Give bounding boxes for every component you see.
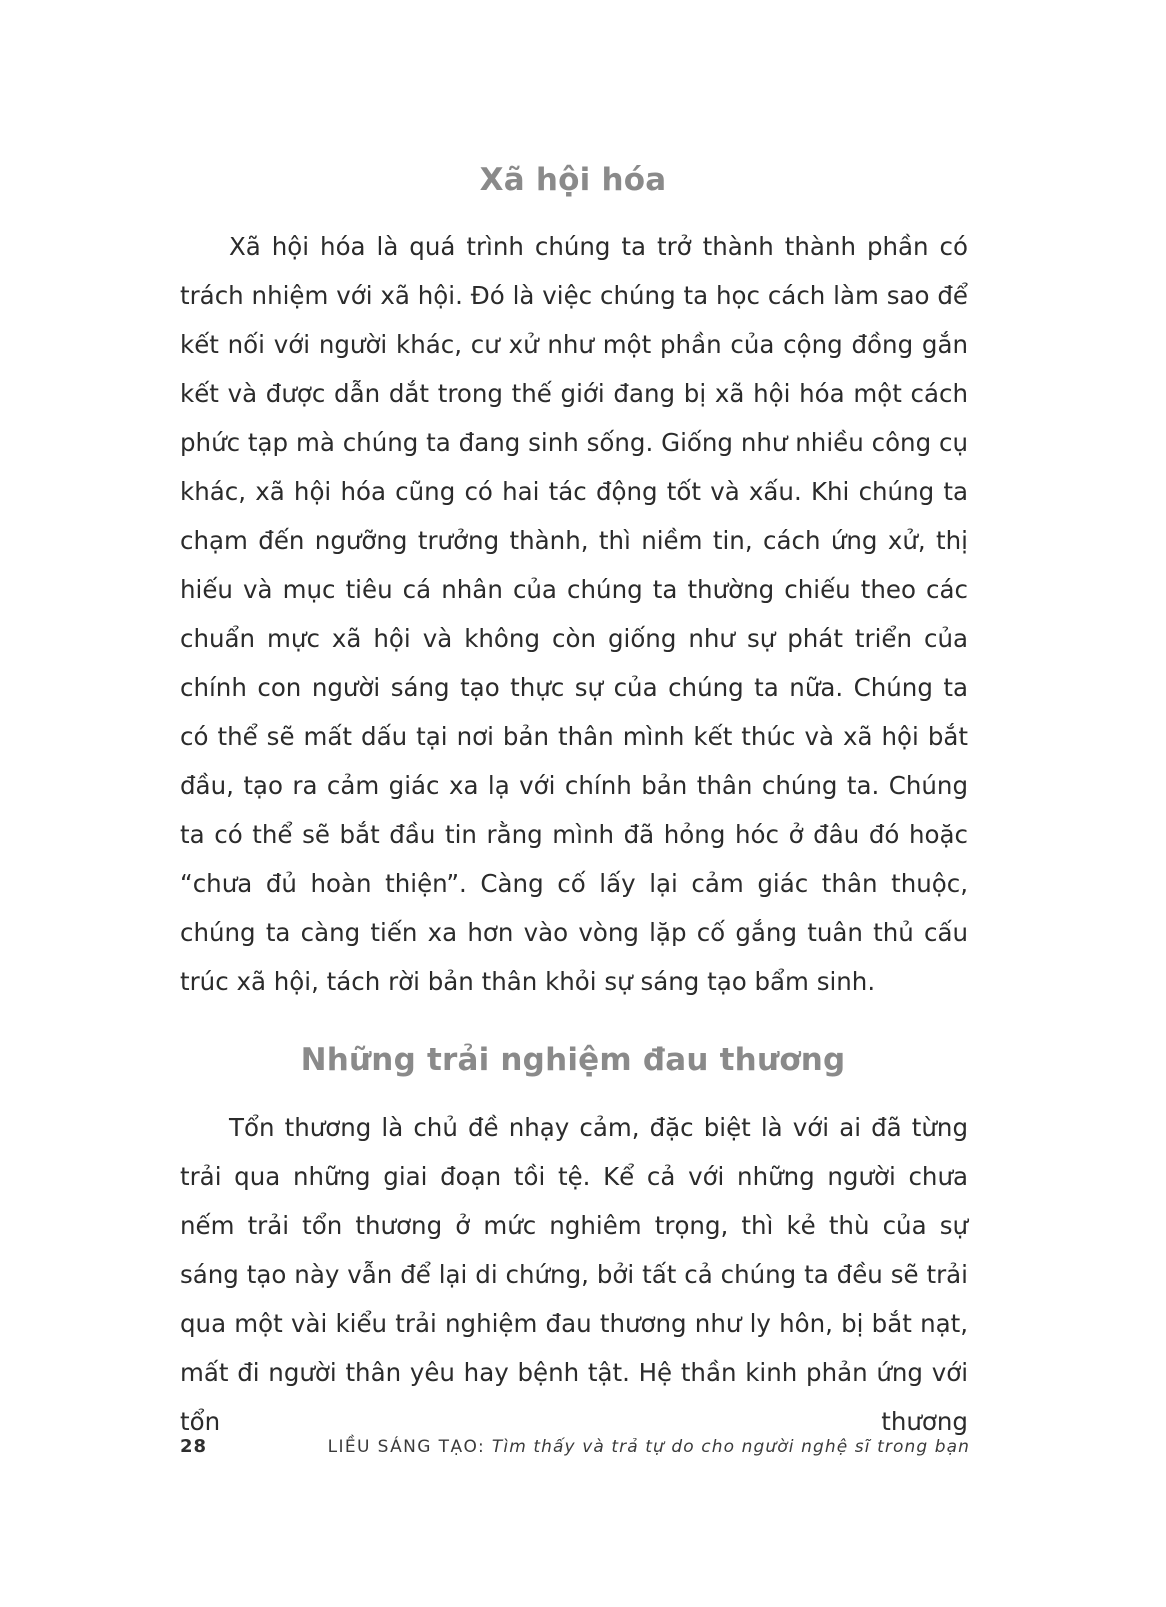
section-heading-traumatic-experiences: Những trải nghiệm đau thương <box>300 1042 846 1078</box>
paragraph-socialization: Xã hội hóa là quá trình chúng ta trở thành thành phần có trách nhiệm với xã hội. Đó là việc chúng ta học cách làm sao để kết nối với người khác, cư xử như một phần của cộng đồng gắn kết và được dẫn dắt trong thế giới đang bị xã hội hóa một cách phức tạp mà chúng ta đang sinh sống. Giống như nhiều công cụ khác, xã hội hóa cũng có hai tác động tốt và xấu. Khi chúng ta chạm đến ngưỡng trưởng thành, thì niềm tin, cách ứng xử, thị hiếu và mục tiêu cá nhân của chúng ta thường chiếu theo các chuẩn mực xã hội và không còn giống như sự phát triển của chính con người sáng tạo thực sự của chúng ta nữa. Chúng ta có thể sẽ mất dấu tại nơi bản thân mình kết thúc và xã hội bắt đầu, tạo ra cảm giác xa lạ với chính bản thân chúng ta. Chúng ta có thể sẽ bắt đầu tin rằng mình đã hỏng hóc ở đâu đó hoặc “chưa đủ hoàn thiện”. Càng cố lấy lại cảm giác thân thuộc, chúng ta càng tiến xa hơn vào vòng lặp cố gắng tuân thủ cấu trúc xã hội, tách rời bản thân khỏi sự sáng tạo bẩm sinh. <box>180 232 968 996</box>
page-number: 28 <box>180 1436 208 1457</box>
paragraph-traumatic-experiences: Tổn thương là chủ đề nhạy cảm, đặc biệt là với ai đã từng trải qua những giai đoạn tồi tệ. Kể cả với những người chưa nếm trải tổn thương ở mức nghiêm trọng, thì kẻ thù của sự sáng tạo này vẫn để lại di chứng, bởi tất cả chúng ta đều sẽ trải qua một vài kiểu trải nghiệm đau thương như ly hôn, bị bắt nạt, mất đi người thân yêu hay bệnh tật. Hệ thần kinh phản ứng với tổn thương <box>180 1113 968 1436</box>
book-title: LIỀU SÁNG TẠO: <box>327 1437 486 1457</box>
page-footer <box>180 1436 970 1466</box>
section-heading-socialization: Xã hội hóa <box>479 162 667 198</box>
book-subtitle: Tìm thấy và trả tự do cho người nghệ sĩ trong bạn <box>491 1437 970 1457</box>
running-title <box>328 1437 970 1457</box>
